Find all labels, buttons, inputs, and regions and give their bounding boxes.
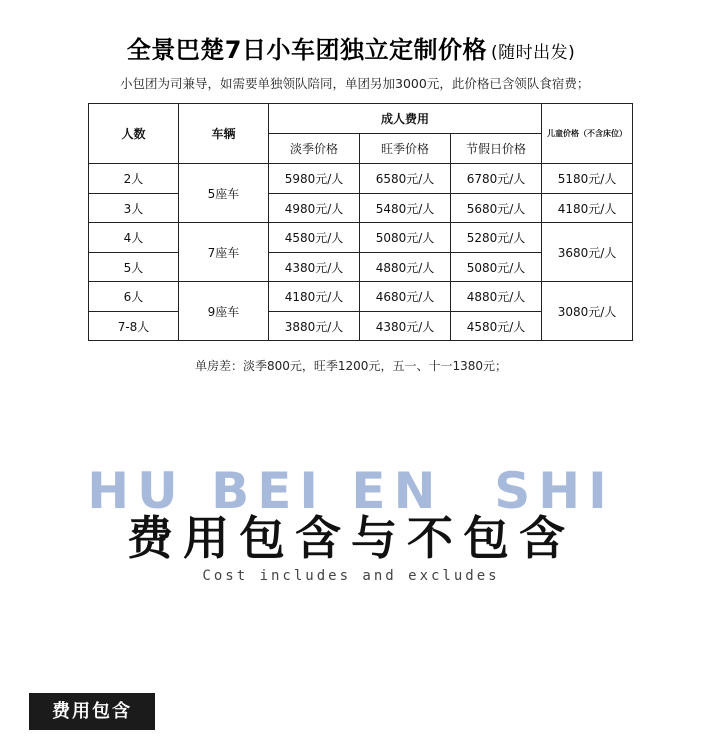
header-row-1 xyxy=(89,104,633,134)
cell-people: 4人 xyxy=(89,223,179,253)
price-table xyxy=(88,103,633,341)
cell-child: 3680元/人 xyxy=(542,223,633,282)
cell-people: 5人 xyxy=(89,253,179,282)
cell-peak: 5080元/人 xyxy=(360,223,451,253)
cell-low: 4580元/人 xyxy=(269,223,360,253)
single-room-note: 单房差：淡季800元，旺季1200元，五一、十一1380元； xyxy=(195,359,507,373)
cell-child: 5180元/人 xyxy=(542,164,633,194)
table-row xyxy=(89,282,633,312)
section-tag-includes: 费用包含 xyxy=(29,693,155,730)
cell-people: 6人 xyxy=(89,282,179,312)
header-low-season: 淡季价格 xyxy=(269,134,360,164)
header-holiday: 节假日价格 xyxy=(451,134,542,164)
table-row xyxy=(89,194,633,223)
cell-vehicle: 9座车 xyxy=(179,282,269,341)
header-peak-season: 旺季价格 xyxy=(360,134,451,164)
cell-holiday: 6780元/人 xyxy=(451,164,542,194)
group-note: 小包团为司兼导，如需要单独领队陪同，单团另加3000元，此价格已含领队食宿费； xyxy=(120,76,590,91)
cell-holiday: 5080元/人 xyxy=(451,253,542,282)
cell-holiday: 5280元/人 xyxy=(451,223,542,253)
header-child: 儿童价格（不含床位） xyxy=(542,104,633,164)
cell-holiday: 4880元/人 xyxy=(451,282,542,312)
banner-title: 费用包含与不包含 xyxy=(127,511,575,565)
cell-low: 4980元/人 xyxy=(269,194,360,223)
cell-people: 2人 xyxy=(89,164,179,194)
cell-vehicle: 7座车 xyxy=(179,223,269,282)
cell-vehicle: 5座车 xyxy=(179,164,269,223)
page-title xyxy=(0,30,702,65)
cell-low: 4380元/人 xyxy=(269,253,360,282)
cell-child: 3080元/人 xyxy=(542,282,633,341)
cell-people: 3人 xyxy=(89,194,179,223)
title-main: 全景巴楚7日小车团独立定制价格 xyxy=(126,36,487,64)
cell-holiday: 5680元/人 xyxy=(451,194,542,223)
cell-low: 5980元/人 xyxy=(269,164,360,194)
cell-child: 4180元/人 xyxy=(542,194,633,223)
banner-background-text: HU BEI EN SHI xyxy=(87,462,615,520)
cell-peak: 4880元/人 xyxy=(360,253,451,282)
cell-peak: 6580元/人 xyxy=(360,164,451,194)
header-vehicle: 车辆 xyxy=(179,104,269,164)
cell-low: 4180元/人 xyxy=(269,282,360,312)
cell-holiday: 4580元/人 xyxy=(451,312,542,341)
title-sub: (随时出发) xyxy=(490,43,576,63)
section-banner xyxy=(0,458,702,598)
table-row xyxy=(89,164,633,194)
cell-peak: 4680元/人 xyxy=(360,282,451,312)
table-row xyxy=(89,223,633,253)
banner-english-subtitle: Cost includes and excludes xyxy=(202,568,500,584)
header-adult: 成人费用 xyxy=(269,104,542,134)
cell-peak: 4380元/人 xyxy=(360,312,451,341)
cell-low: 3880元/人 xyxy=(269,312,360,341)
cell-peak: 5480元/人 xyxy=(360,194,451,223)
cell-people: 7-8人 xyxy=(89,312,179,341)
header-people: 人数 xyxy=(89,104,179,164)
